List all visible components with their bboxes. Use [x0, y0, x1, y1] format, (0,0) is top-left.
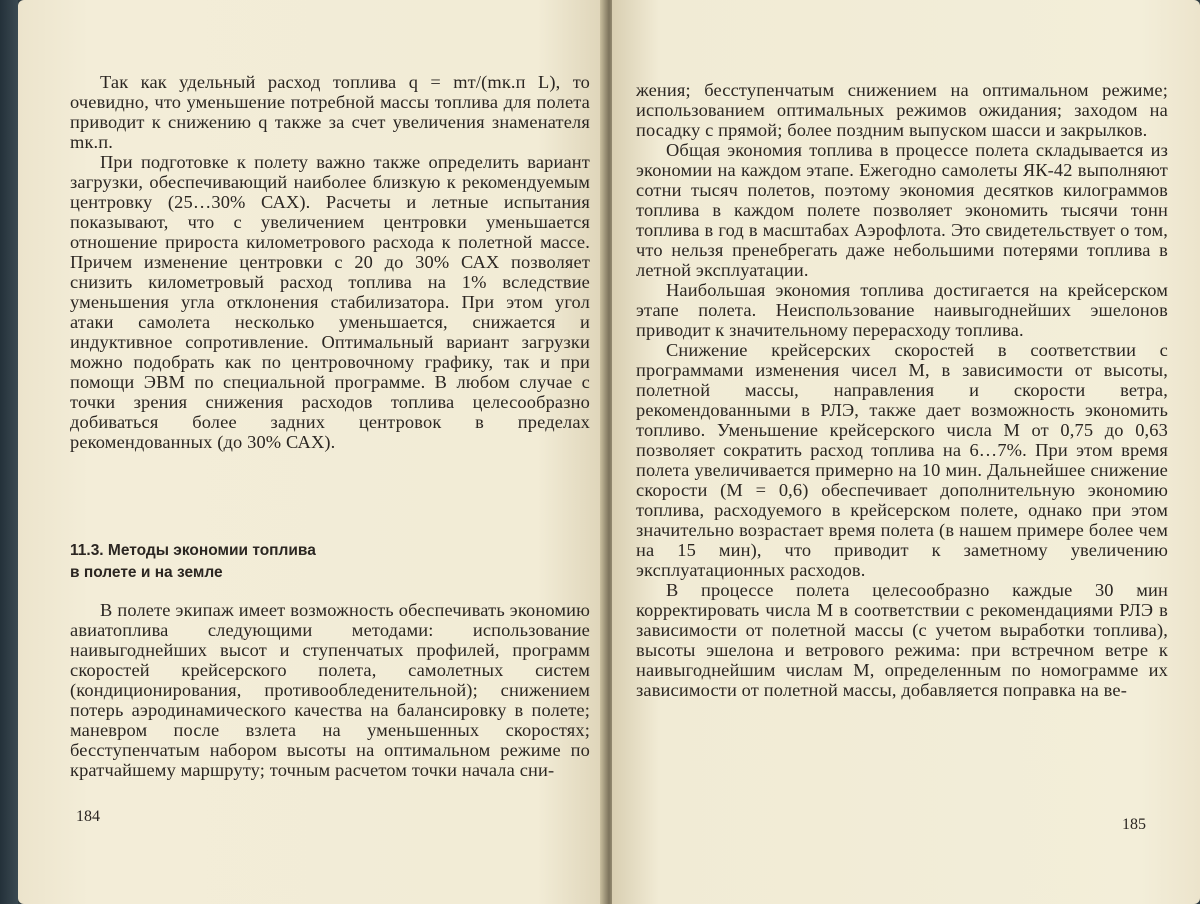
heading-line: в полете и на земле: [70, 564, 223, 581]
right-page: [612, 0, 1200, 904]
paragraph: В процессе полета целесообразно каждые 30 мин корректировать числа М в соответствии с рекомендациями РЛЭ в зависимости от полетной массы (с учетом выработки топлива), высоты эшелона и ветрового режима: при встречном ветре к наивыгоднейшим числам М, определенным по номограмме их зависимости от полетной массы, добавляется поправка на ве-: [636, 580, 1168, 700]
paragraph: При подготовке к полету важно также определить вариант загрузки, обеспечивающий наиболее близкую к рекомендуемым центровку (25…30% САХ). Расчеты и летные испытания показывают, что с увеличением центровки уменьшается отношение прироста километрового расхода к полетной массе. Причем изменение центровки с 20 до 30% САХ позволяет снизить километровый расход топлива на 1% вследствие уменьшения угла отклонения стабилизатора. При этом угол атаки самолета несколько уменьшается, снижается и индуктивное сопротивление. Оптимальный вариант загрузки можно подобрать как по центровочному графику, так и при помощи ЭВМ по специальной программе. В любом случае с точки зрения снижения расходов топлива целесообразно добиваться более задних центровок в пределах рекомендованных (до 30% САХ).: [70, 152, 590, 452]
paragraph: жения; бесступенчатым снижением на оптимальном режиме; использованием оптимальных режимов ожидания; заходом на посадку с прямой; более поздним выпуском шасси и закрылков.: [636, 80, 1168, 140]
paragraph: Наибольшая экономия топлива достигается на крейсерском этапе полета. Неиспользование наивыгоднейших эшелонов приводит к значительному перерасходу топлива.: [636, 280, 1168, 340]
paragraph: Так как удельный расход топлива q = mт/(mк.п L), то очевидно, что уменьшение потребной массы топлива для полета приводит к снижению q также за счет увеличения знаменателя mк.п.: [70, 72, 590, 152]
left-page-text-bottom: [70, 600, 590, 780]
page-number: 185: [1122, 816, 1146, 833]
right-page-text: [636, 80, 1168, 700]
heading-line: 11.3. Методы экономии топлива: [70, 542, 316, 559]
paragraph: В полете экипаж имеет возможность обеспечивать экономию авиатоплива следующими методами: использование наивыгоднейших высот и ступенчатых профилей, программ скоростей крейсерского полета, самолетных систем (кондиционирования, противообледенительной); снижением потерь аэродинамического качества на балансировку в полете; маневром после взлета на уменьшенных скоростях; бесступенчатым набором высоты на оптимальном режиме по кратчайшему маршруту; точным расчетом точки начала сни-: [70, 600, 590, 780]
paragraph: Общая экономия топлива в процессе полета складывается из экономии на каждом этапе. Ежегодно самолеты ЯК-42 выполняют сотни тысяч полетов, поэтому экономия десятков килограммов топлива в каждом полете позволяет экономить тысячи тонн топлива в год в масштабах Аэрофлота. Это свидетельствует о том, что нельзя пренебрегать даже небольшими потерями топлива в летной эксплуатации.: [636, 140, 1168, 280]
page-number: 184: [76, 808, 100, 825]
left-page: [18, 0, 608, 904]
book-edge: [0, 0, 18, 904]
paragraph: Снижение крейсерских скоростей в соответствии с программами изменения чисел М, в зависимости от высоты, полетной массы, направления и скорости ветра, рекомендованными в РЛЭ, также дает возможность экономить топливо. Уменьшение крейсерского числа М от 0,75 до 0,63 позволяет сократить расход топлива на 6…7%. При этом время полета увеличивается примерно на 10 мин. Дальнейшее снижение скорости (М = 0,6) обеспечивает дополнительную экономию топлива, расходуемого в крейсерском полете, однако при этом значительно возрастает время полета (в нашем примере более чем на 15 мин), что приводит к заметному увеличению эксплуатационных расходов.: [636, 340, 1168, 580]
left-page-text-top: [70, 72, 590, 452]
section-heading: [70, 540, 470, 584]
